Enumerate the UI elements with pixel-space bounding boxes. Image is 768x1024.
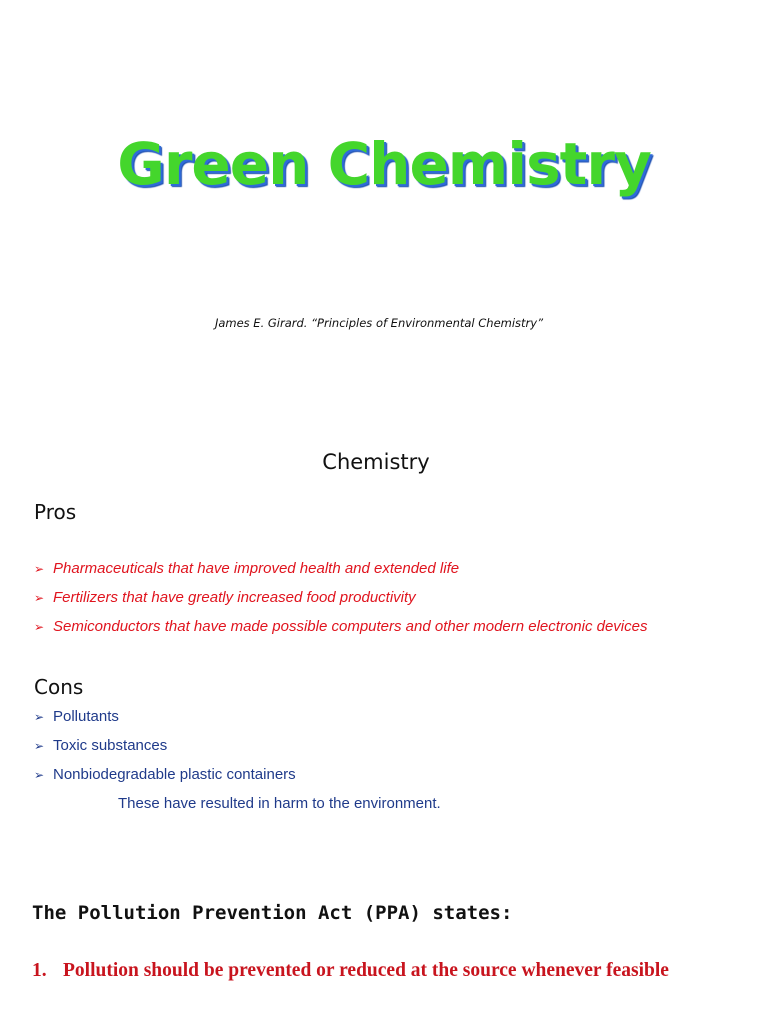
- pros-list: [34, 554, 648, 641]
- list-item: [34, 554, 648, 583]
- list-item: [34, 731, 296, 760]
- document-title: Green Chemistry: [117, 130, 651, 198]
- citation: James E. Girard. “Principles of Environmental Chemistry”: [214, 316, 544, 330]
- arrow-bullet-icon: ➢: [34, 619, 45, 634]
- arrow-bullet-icon: ➢: [34, 561, 45, 576]
- ppa-item-number: 1.: [32, 960, 47, 981]
- section-heading-chemistry: Chemistry: [322, 450, 430, 474]
- ppa-list: [32, 957, 742, 984]
- cons-note: These have resulted in harm to the environment.: [118, 795, 441, 812]
- list-item: [34, 760, 296, 789]
- list-item: [34, 702, 296, 731]
- cons-list: [34, 702, 296, 789]
- ppa-heading: The Pollution Prevention Act (PPA) states:: [32, 902, 513, 924]
- list-item: [34, 583, 648, 612]
- pros-heading: Pros: [34, 500, 77, 524]
- cons-item-text: Nonbiodegradable plastic containers: [53, 766, 296, 783]
- cons-item-text: Toxic substances: [53, 737, 168, 754]
- ppa-item-text: Pollution should be prevented or reduced at the source whenever feasible: [63, 960, 669, 981]
- pros-item-text: Fertilizers that have greatly increased food productivity: [53, 589, 416, 606]
- arrow-bullet-icon: ➢: [34, 590, 45, 605]
- list-item: [34, 612, 648, 641]
- arrow-bullet-icon: ➢: [34, 767, 45, 782]
- cons-item-text: Pollutants: [53, 708, 119, 725]
- cons-heading: Cons: [34, 675, 84, 699]
- pros-item-text: Semiconductors that have made possible computers and other modern electronic devices: [53, 618, 648, 635]
- list-item: [32, 957, 742, 984]
- arrow-bullet-icon: ➢: [34, 738, 45, 753]
- pros-item-text: Pharmaceuticals that have improved health and extended life: [53, 560, 460, 577]
- arrow-bullet-icon: ➢: [34, 709, 45, 724]
